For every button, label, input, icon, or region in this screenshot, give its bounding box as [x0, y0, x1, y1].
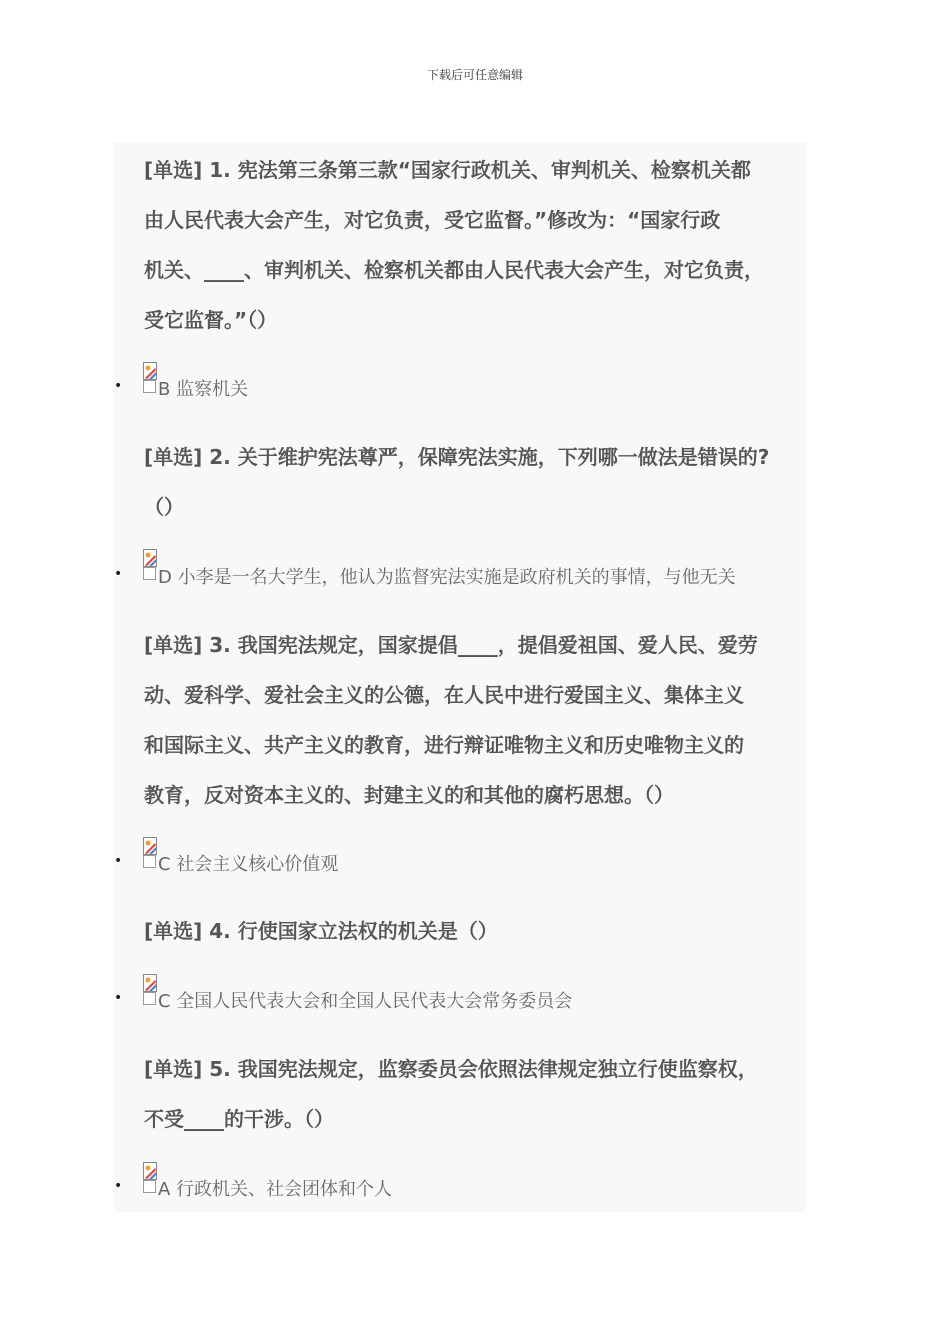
answer-text: D 小李是一名大学生，他认为监督宪法实施是政府机关的事情，与他无关 — [158, 567, 736, 588]
question-line: （） — [144, 495, 184, 519]
answer-text: A 行政机关、社会团体和个人 — [158, 1179, 393, 1200]
question-line: 动、爱科学、爱社会主义的公德，在人民中进行爱国主义、集体主义 — [144, 683, 744, 707]
question-line: [单选] 5. 我国宪法规定，监察委员会依照法律规定独立行使监察权， — [144, 1057, 758, 1081]
page-header: 下载后可任意编辑 — [426, 68, 523, 82]
question-line: 不受____的干涉。（） — [144, 1107, 334, 1131]
question-3 — [144, 620, 804, 820]
question-line: 受它监督。”（） — [144, 308, 278, 332]
list-bullet: • — [114, 566, 123, 582]
question-line: [单选] 3. 我国宪法规定，国家提倡____，提倡爱祖国、爱人民、爱劳 — [144, 633, 758, 657]
question-line: [单选] 2. 关于维护宪法尊严，保障宪法实施，下列哪一做法是错误的? — [144, 445, 770, 469]
question-1 — [144, 145, 804, 345]
answer-text: C 全国人民代表大会和全国人民代表大会常务委员会 — [158, 991, 573, 1012]
list-bullet: • — [114, 1178, 123, 1194]
question-line: 机关、____、审判机关、检察机关都由人民代表大会产生，对它负责， — [144, 258, 764, 282]
question-2 — [144, 432, 804, 532]
broken-image-icon — [143, 837, 158, 868]
question-line: 由人民代表大会产生，对它负责，受它监督。”修改为：“国家行政 — [144, 208, 721, 232]
answer-text: B 监察机关 — [158, 379, 249, 400]
question-line: 和国际主义、共产主义的教育，进行辩证唯物主义和历史唯物主义的 — [144, 733, 744, 757]
question-line: 教育，反对资本主义的、封建主义的和其他的腐朽思想。（） — [144, 783, 674, 807]
list-bullet: • — [114, 378, 123, 394]
question-4 — [144, 906, 804, 956]
question-5 — [144, 1044, 804, 1144]
answer-text: C 社会主义核心价值观 — [158, 854, 339, 875]
broken-image-icon — [143, 974, 158, 1005]
list-bullet: • — [114, 990, 123, 1006]
broken-image-icon — [143, 549, 158, 580]
broken-image-icon — [143, 362, 158, 393]
broken-image-icon — [143, 1162, 158, 1193]
question-line: [单选] 4. 行使国家立法权的机关是（） — [144, 919, 498, 943]
list-bullet: • — [114, 853, 123, 869]
question-line: [单选] 1. 宪法第三条第三款“国家行政机关、审判机关、检察机关都 — [144, 158, 751, 182]
